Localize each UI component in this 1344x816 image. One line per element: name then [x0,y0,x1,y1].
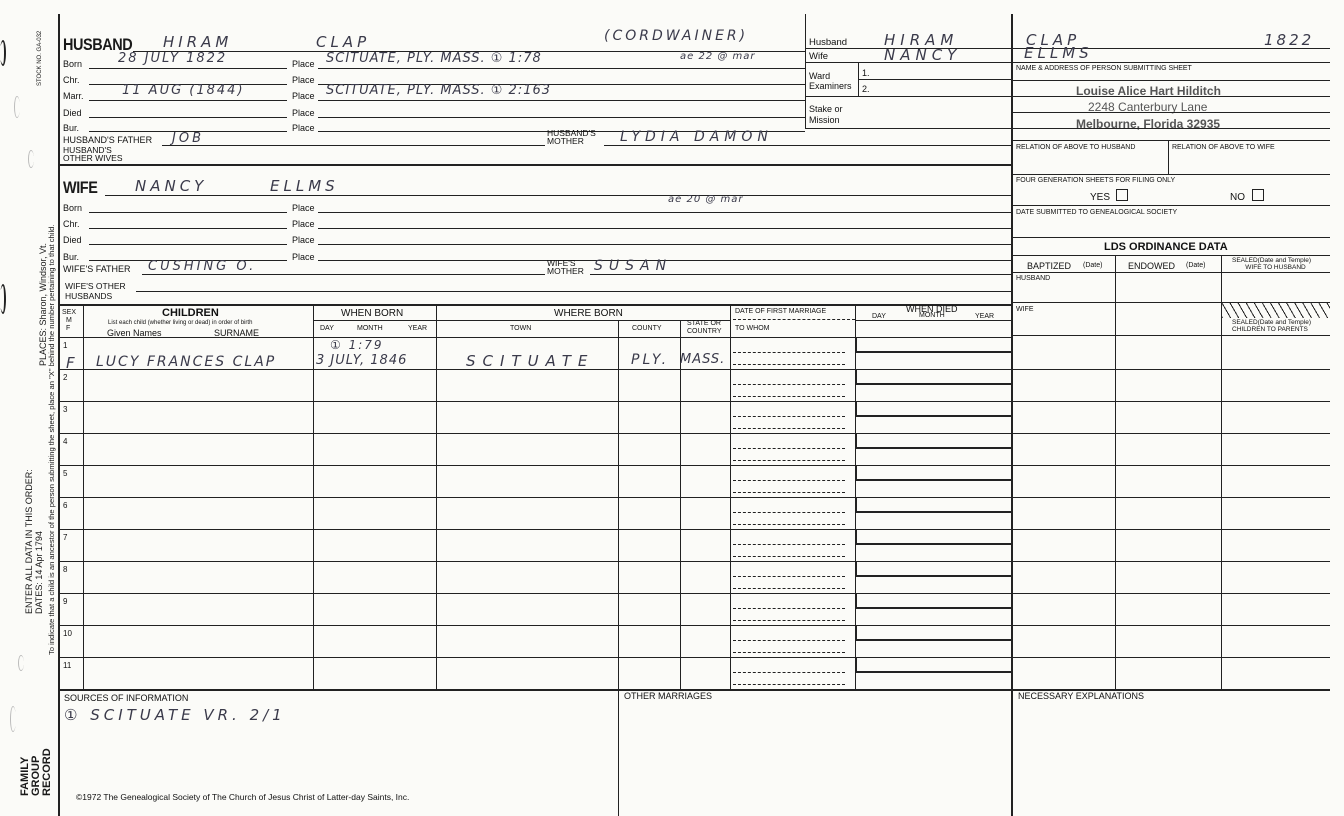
child-1-sex: F [66,354,76,372]
hdr-when-born-rule [313,320,730,321]
stock-number: STOCK NO. GA-032 [37,30,43,86]
child-1-name: LUCY FRANCES CLAP [96,354,277,370]
child-died-cell [855,658,1012,673]
child-died-cell [855,466,1012,481]
husband-marr: 11 AUG (1844) [122,83,245,98]
wife-bur-label: Bur. [63,252,80,262]
rh-ex1-line [858,79,1011,80]
order-note: ENTER ALL DATA IN THIS ORDER: [24,469,34,614]
hdr-sex-line: F [66,325,71,332]
rh-husband-surname: CLAP [1026,31,1081,49]
child-died-cell [855,370,1012,385]
husband-died-line [89,117,287,118]
husband-bur-label: Bur. [63,123,80,133]
lds-title: LDS ORDINANCE DATA [1104,241,1228,253]
wife-died-label: Died [63,235,82,245]
wife-father-line [142,274,545,275]
lds-date-2: (Date) [1186,262,1206,269]
hdr-died-day: DAY [872,313,886,320]
submitter-line-3 [1013,112,1330,113]
lds-row-rule [1013,593,1330,594]
four-gen-bottom [1013,205,1330,206]
rh-wife-label: Wife [809,51,828,62]
rh-examiners-label: Examiners [809,81,852,91]
wife-other-husbands-line: WIFE'S OTHER [65,281,126,291]
hdr-month: MONTH [357,325,383,332]
wife-born-line [89,212,287,213]
wife-chr-label: Chr. [63,219,80,229]
footer-divider [618,689,619,816]
child-died-cell [855,498,1012,513]
child-marriage-spouse-line [733,652,845,653]
hdr-sex-line: M [66,317,72,324]
wife-mother-label-line: MOTHER [547,266,584,276]
punch-hole [18,655,24,671]
husband-other-wives-line: HUSBAND'S [63,145,112,155]
submitter-line-2 [1013,96,1330,97]
submitter-name: Louise Alice Hart Hilditch [1076,84,1221,98]
hdr-when-died: WHEN DIED [906,304,958,314]
husband-born: 28 JULY 1822 [118,51,228,66]
lds-col-1 [1115,255,1116,689]
hdr-to-whom: TO WHOM [735,325,770,332]
wife-bur-place-label: Place [292,252,315,262]
wife-mother-label-line: WIFE'S [547,258,576,268]
explanations-label: NECESSARY EXPLANATIONS [1018,691,1145,701]
lds-row-rule [1013,465,1330,466]
submitter-street: 2248 Canterbury Lane [1088,100,1208,114]
lds-row-rule [1013,657,1330,658]
hdr-year: YEAR [408,325,428,332]
husband-chr-place-label: Place [292,75,315,85]
husband-born-place: SCITUATE, PLY. MASS. ① 1:78 [326,51,542,66]
form-title-line: FAMILY [19,756,31,796]
relation-husband: RELATION OF ABOVE TO HUSBAND [1016,144,1136,151]
wife-father: CUSHING O. [148,259,257,274]
child-1-town: SCITUATE [466,352,595,370]
wife-other-husbands-label [65,281,126,301]
child-1-county: PLY. [631,352,670,368]
husband-other-wives-label [63,146,123,162]
child-died-cell [855,434,1012,449]
husband-marr-place-label: Place [292,91,315,101]
child-row-number: 10 [63,629,72,638]
husband-died-place-label: Place [292,108,315,118]
lds-wife-bottom [1013,335,1330,336]
rh-ex1: 1. [862,68,870,78]
husband-marr-line [89,100,287,101]
lds-endowed: ENDOWED [1128,261,1175,271]
child-marriage-spouse-line [733,524,845,525]
other-marriages-label: OTHER MARRIAGES [624,691,713,701]
lds-row-rule [1013,369,1330,370]
child-marriage-spouse-line [733,620,845,621]
punch-hole [14,96,20,118]
husband-father-line [162,145,545,146]
lds-date-1: (Date) [1083,262,1103,269]
child-died-cell [855,594,1012,609]
lds-col-2 [1221,255,1222,689]
wife-chr-line [89,228,287,229]
lds-baptized: BAPTIZED [1027,261,1072,271]
rh-stake-label [809,104,843,126]
rh-stake-bottom [805,128,1012,129]
rh-wife-given: NANCY [884,46,962,64]
wife-born-place-line [318,212,1011,213]
husband-marr-place-line [318,100,805,101]
lds-row-rule [1013,497,1330,498]
lds-row-rule [1013,529,1330,530]
hdr-marriage-dash [733,319,855,320]
child-marriage-spouse-line [733,588,845,589]
rh-ex2: 2. [862,84,870,94]
hdr-state [687,320,721,336]
date-submitted-bottom [1013,237,1330,238]
wife-other-husbands-line-rule [136,291,1012,292]
child-1-born: 3 JULY, 1846 [316,353,408,368]
col-state [680,320,681,689]
husband-other-wives-line: OTHER WIVES [63,153,123,163]
relation-bottom [1013,174,1330,175]
rh-husband-label: Husband [809,37,848,48]
child-1-state: MASS. [680,352,726,367]
husband-born-place-label: Place [292,59,315,69]
lds-row-rule [1013,561,1330,562]
relation-wife: RELATION OF ABOVE TO WIFE [1172,144,1275,151]
hdr-state-line: STATE OR [687,320,721,327]
husband-heading: HUSBAND [63,35,133,54]
husband-father: JOB [172,131,204,146]
lds-header-bottom [1013,272,1330,273]
punch-hole [10,706,16,732]
ancestor-note: To indicate that a child is an ancestor of the person submitting the sheet, place an "X" behind the number pertaining to that child. [47,224,56,655]
wife-died-place-label: Place [292,235,315,245]
husband-born-label: Born [63,59,83,69]
husband-marr-label: Marr. [63,91,84,101]
lds-sealed-children [1232,319,1311,333]
wife-given: NANCY [135,177,208,195]
date-submitted-label: DATE SUBMITTED TO GENEALOGICAL SOCIETY [1016,209,1178,216]
four-gen-no: NO [1230,192,1245,203]
child-marriage-date-line [733,480,845,481]
husband-chr-label: Chr. [63,75,80,85]
husband-mother-label-line: MOTHER [547,136,584,146]
form-title-line: RECORD [41,748,53,796]
child-marriage-date-line [733,608,845,609]
four-gen-no-checkbox[interactable] [1252,189,1264,201]
hdr-sex-line: SEX [62,309,77,316]
child-row-number: 5 [63,469,68,478]
child-died-cell [855,626,1012,641]
husband-occupation: (CORDWAINER) [604,28,749,44]
child-row-number: 1 [63,341,68,350]
frame-left [58,14,60,816]
rh-wife-surname: ELLMS [1024,44,1093,62]
husband-surname: CLAP [316,33,371,51]
wife-born-label: Born [63,203,83,213]
wife-surname: ELLMS [270,177,339,195]
hdr-first-marriage: DATE OF FIRST MARRIAGE [735,308,827,315]
child-died-cell [855,530,1012,545]
sources-label: SOURCES OF INFORMATION [64,693,189,703]
hdr-town: TOWN [510,325,532,332]
submitter-label: NAME & ADDRESS OF PERSON SUBMITTING SHEET [1016,65,1192,72]
child-marriage-spouse-line [733,364,845,365]
child-row-number: 8 [63,565,68,574]
husband-given: HIRAM [163,33,233,51]
husband-mother-label-line: HUSBAND'S [547,128,596,138]
rh-stake-line: Mission [809,115,840,125]
relation-top [1013,140,1330,141]
wife-chr-place-line [318,228,1011,229]
four-gen-yes-checkbox[interactable] [1116,189,1128,201]
child-row-number: 11 [63,661,72,670]
lds-sealed-wife [1232,257,1311,271]
lds-sealed-children-line: CHILDREN TO PARENTS [1232,326,1308,333]
child-row-number: 7 [63,533,68,542]
husband-mother-line [604,145,1012,146]
wife-died-place-line [318,244,1011,245]
rh-husband-given: HIRAM [884,31,959,49]
child-row-number: 6 [63,501,68,510]
lds-row-rule [1013,401,1330,402]
hdr-children: CHILDREN [162,307,219,319]
husband-father-label: HUSBAND'S FATHER [63,135,153,145]
four-gen-label: FOUR GENERATION SHEETS FOR FILING ONLY [1016,177,1176,184]
places-note: PLACES: Sharon, Windsor, Vt. [38,242,48,366]
husband-marr-place: SCITUATE, PLY. MASS. ① 2:163 [326,83,552,98]
hdr-when-born: WHEN BORN [341,308,404,319]
lds-title-bottom [1013,255,1330,256]
form-title [20,748,53,796]
child-1-born-ref: ① 1:79 [330,338,384,352]
child-marriage-spouse-line [733,492,845,493]
child-marriage-date-line [733,640,845,641]
lds-sealed-wife-line: WIFE TO HUSBAND [1245,264,1306,271]
husband-died-place-line [318,117,805,118]
hdr-surname: SURNAME [214,328,260,338]
child-marriage-date-line [733,544,845,545]
copyright: ©1972 The Genealogical Society of The Church of Jesus Christ of Latter-day Saints, Inc. [76,792,410,802]
wife-other-husbands-line: HUSBANDS [65,291,113,301]
child-marriage-spouse-line [733,396,845,397]
lds-row-rule [1013,625,1330,626]
wife-mother-line [590,274,1012,275]
source-1: ① SCITUATE VR. 2/1 [64,706,286,724]
child-marriage-spouse-line [733,684,845,685]
rh-stake-line: Stake or [809,104,843,114]
child-marriage-date-line [733,416,845,417]
col-county [618,320,619,689]
submitter-line-4 [1013,128,1330,129]
hdr-county: COUNTY [632,325,662,332]
wife-chr-place-label: Place [292,219,315,229]
lds-row-rule [1013,433,1330,434]
wife-father-label: WIFE'S FATHER [63,264,131,274]
hdr-died-month: MONTH [919,312,945,319]
wife-born-place-label: Place [292,203,315,213]
lds-wife-row: WIFE [1016,306,1034,313]
wife-name-line [105,195,1011,196]
wife-bottom [58,304,1012,306]
wife-born-note: ae 20 @ mar [668,194,744,205]
wife-mother: SUSAN [594,258,673,274]
dates-note: DATES: 14 Apr 1794 [34,531,44,614]
husband-born-place-line [318,68,805,69]
submitter-city: Melbourne, Florida 32935 [1076,117,1221,131]
submitter-line-1 [1013,80,1330,81]
husband-died-label: Died [63,108,82,118]
divider-header [805,14,806,128]
child-row-number: 9 [63,597,68,606]
husband-born-note: ae 22 @ mar [680,51,756,62]
lds-sealed-wife-line: SEALED(Date and Temple) [1232,257,1312,264]
lds-husband-row: HUSBAND [1016,275,1051,282]
husband-bur-place-label: Place [292,123,315,133]
child-marriage-date-line [733,576,845,577]
child-marriage-date-line [733,352,845,353]
child-died-cell [855,562,1012,577]
hdr-state-line: COUNTRY [687,328,722,335]
child-marriage-date-line [733,512,845,513]
child-marriage-spouse-line [733,428,845,429]
child-row-number: 2 [63,373,68,382]
hdr-died-rule [855,320,1012,321]
child-row-number: 4 [63,437,68,446]
child-marriage-date-line [733,448,845,449]
hdr-where-born: WHERE BORN [554,308,623,319]
punch-hole [0,40,6,66]
hdr-sex [62,309,76,333]
hdr-died-year: YEAR [975,313,995,320]
child-marriage-spouse-line [733,556,845,557]
hdr-day: DAY [320,325,334,332]
hdr-list-note: List each child (whether living or dead) in order of birth [108,320,253,326]
wife-mother-label [547,259,584,275]
lds-sealed-children-line: SEALED(Date and Temple) [1232,319,1312,326]
child-marriage-spouse-line [733,460,845,461]
form-title-line: GROUP [30,755,42,796]
husband-mother-label [547,129,596,145]
relation-divider [1168,140,1169,174]
rh-ward-label: Ward [809,71,831,81]
punch-hole [28,150,34,168]
wife-died-line [89,244,287,245]
rh-ward-bottom [805,96,1012,97]
punch-hole [0,284,6,314]
lds-hatch [1222,303,1330,318]
husband-born-line [89,68,287,69]
wife-heading: WIFE [63,178,98,197]
child-row-number: 3 [63,405,68,414]
rh-year: 1822 [1264,31,1315,49]
child-marriage-date-line [733,384,845,385]
child-died-cell [855,338,1012,353]
child-marriage-date-line [733,672,845,673]
child-died-cell [855,402,1012,417]
husband-mother: LYDIA DAMON [620,129,773,145]
husband-bottom [58,164,1012,166]
four-gen-yes: YES [1090,192,1111,203]
hdr-given-names: Given Names [107,328,162,338]
